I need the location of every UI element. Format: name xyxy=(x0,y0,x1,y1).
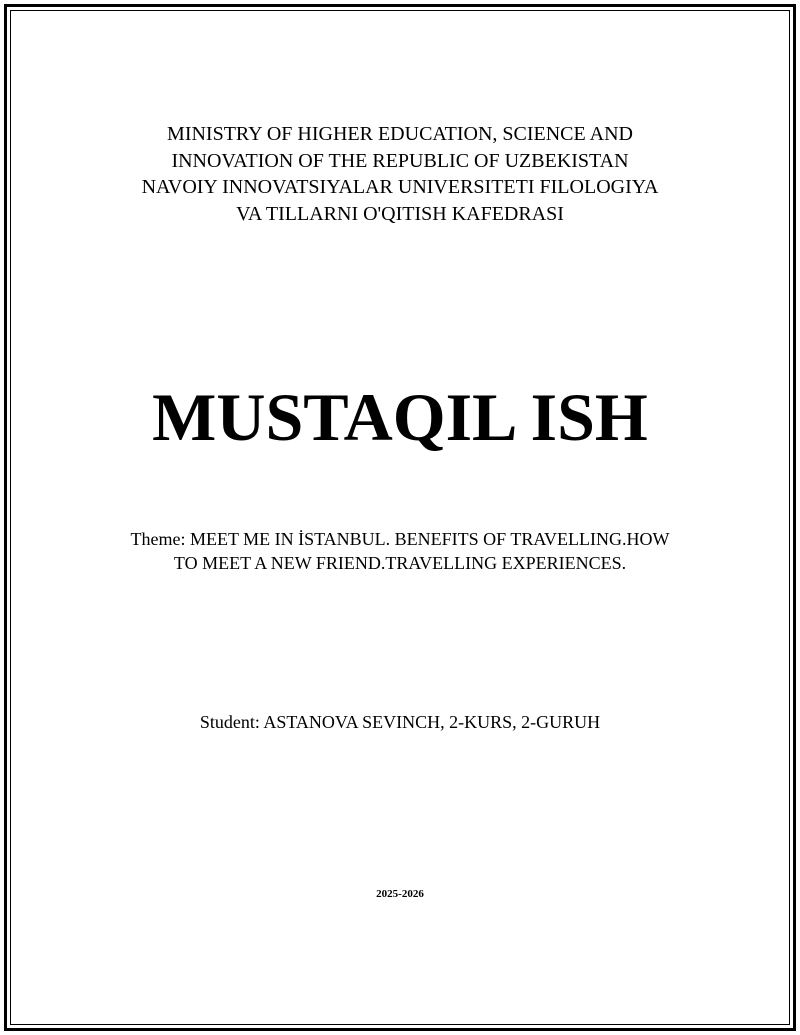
academic-year: 2025-2026 xyxy=(376,888,424,900)
student-info: Student: ASTANOVA SEVINCH, 2-KURS, 2-GURUH xyxy=(199,712,601,732)
theme-line: TO MEET A NEW FRIEND.TRAVELLING EXPERIENCES. xyxy=(173,553,627,573)
header-line: MINISTRY OF HIGHER EDUCATION, SCIENCE AND xyxy=(167,123,633,145)
header-line: VA TILLARNI O'QITISH KAFEDRASI xyxy=(236,202,564,225)
header-line: INNOVATION OF THE REPUBLIC OF UZBEKISTAN xyxy=(171,149,629,172)
theme-text xyxy=(0,527,800,575)
institution-header xyxy=(0,121,800,227)
document-title: MUSTAQIL ISH xyxy=(152,379,648,455)
header-line: NAVOIY INNOVATSIYALAR UNIVERSITETI FILOLOGIYA xyxy=(141,176,659,198)
theme-line: Theme: MEET ME IN İSTANBUL. BENEFITS OF TRAVELLING.HOW xyxy=(130,529,670,549)
